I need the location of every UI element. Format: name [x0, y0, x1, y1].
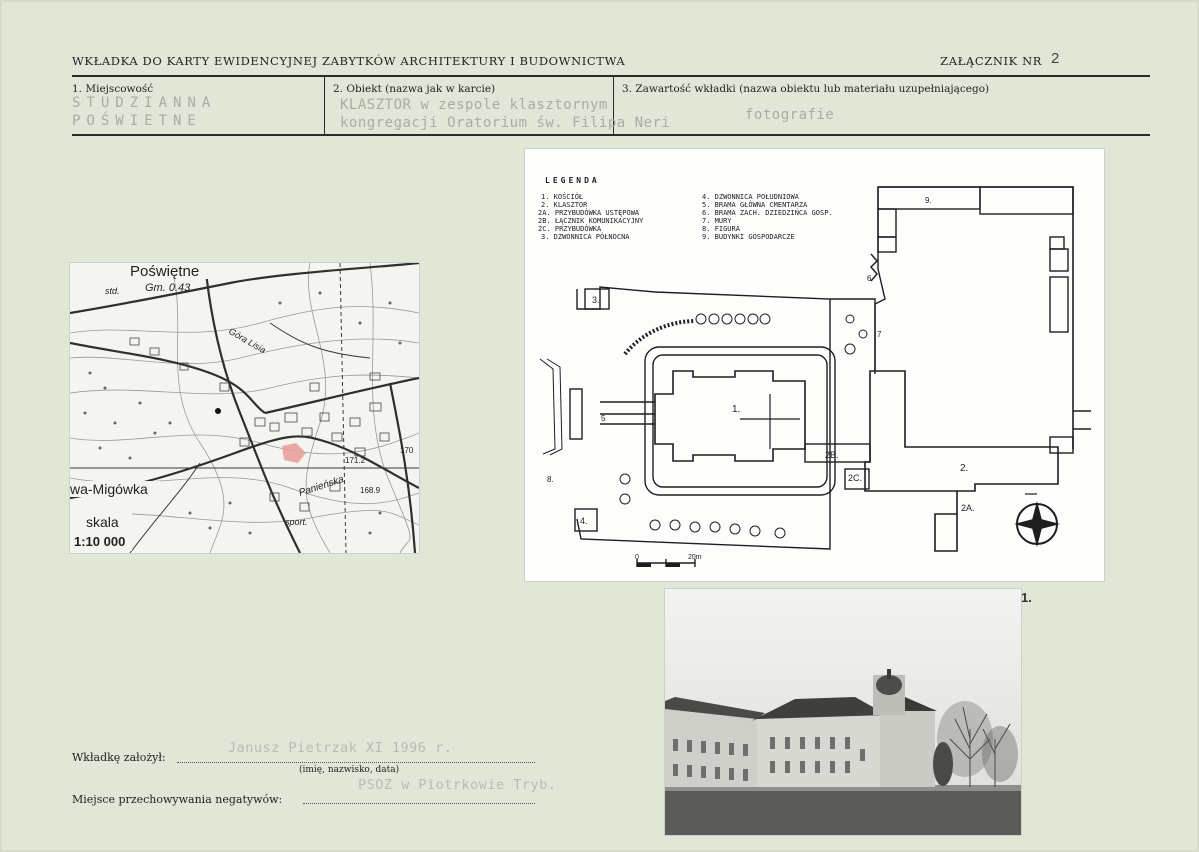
legend-item: 2C. PRZYBUDÓWKA: [538, 225, 602, 233]
map-scale-value: 1:10 000: [74, 534, 126, 549]
photo-number: 1.: [1021, 590, 1032, 605]
scale-end: 20m: [688, 554, 702, 561]
legend-item: 8. FIGURA: [702, 225, 740, 233]
founder-label: Wkładkę założył:: [72, 751, 166, 764]
object-line-2: kongregacji Oratorium św. Filipa Neri: [340, 115, 671, 131]
legend-title: LEGENDA: [545, 176, 600, 185]
content-label: 3. Zawartość wkładki (nazwa obiektu lub materiału uzupełniającego): [622, 83, 990, 95]
map-scale-label: skala: [86, 514, 119, 530]
location-map: [69, 262, 420, 554]
label-link-2b: 2B.: [825, 450, 839, 460]
label-annex-2c: 2C.: [848, 473, 863, 483]
locality-line-2: POŚWIETNE: [72, 113, 202, 129]
attachment-number: 2: [1051, 50, 1060, 67]
founder-line: [177, 762, 535, 763]
map-elevation-3: 168.9: [360, 486, 381, 495]
locality-line-1: STUDZIANNA: [72, 95, 217, 111]
map-sport-label: sport.: [285, 517, 308, 527]
label-belfry-south: 4.: [580, 516, 588, 526]
site-plan-drawing: [525, 149, 1104, 581]
legend-item: 9. BUDYNKI GOSPODARCZE: [702, 233, 795, 241]
legend-item: 2. KLASZTOR: [541, 201, 588, 209]
label-annex-2a: 2A.: [961, 503, 975, 513]
map-gm-label: Gm. 0.43: [145, 282, 191, 294]
label-monastery: 2.: [960, 463, 969, 474]
object-label: 2. Obiekt (nazwa jak w karcie): [333, 83, 496, 95]
field-divider-1: [324, 77, 325, 134]
founder-caption: (imię, nazwisko, data): [299, 765, 400, 775]
content-value: fotografie: [745, 107, 835, 123]
negatives-value: PSOZ w Piotrkowie Tryb.: [358, 777, 557, 793]
map-road-label-1: Góra Lisia: [227, 326, 268, 356]
location-map-drawing: [70, 263, 419, 553]
label-main-gate: 5: [601, 414, 606, 423]
map-elevation-1: 171.2: [345, 456, 366, 465]
map-std-label: std.: [105, 286, 120, 296]
fields-rule: [72, 134, 1150, 136]
legend-item: 3. DZWONNICA PÓŁNOCNA: [541, 233, 630, 241]
locality-label: 1. Miejscowość: [72, 83, 154, 95]
legend-item: 4. DZWONNICA POŁUDNIOWA: [702, 193, 799, 201]
legend-item: 7. MURY: [702, 217, 732, 225]
header-rule: [72, 75, 1150, 77]
object-line-1: KLASZTOR w zespole klasztornym: [340, 97, 608, 113]
negatives-line: [303, 803, 535, 804]
label-belfry-north: 3.: [592, 295, 600, 305]
label-west-gate: 6: [867, 274, 872, 283]
label-church: 1.: [732, 404, 741, 415]
map-road-label-2: Panieńska: [297, 473, 346, 499]
site-plan: [524, 148, 1105, 582]
legend-item: 1. KOŚCIÓŁ: [541, 193, 584, 201]
attachment-label: ZAŁĄCZNIK NR: [940, 54, 1042, 68]
photograph-image: [665, 589, 1021, 835]
label-figure: 8.: [547, 475, 554, 484]
scale-zero: 0: [635, 554, 639, 561]
legend-item: 2B. ŁĄCZNIK KOMUNIKACYJNY: [538, 217, 644, 225]
map-elevation-2: 170: [400, 446, 414, 455]
negatives-label: Miejsce przechowywania negatywów:: [72, 793, 283, 806]
map-place-name: Poświętne: [130, 263, 200, 280]
legend-item: 6. BRAMA ZACH. DZIEDZIŃCA GOSP.: [702, 209, 833, 217]
founder-value: Janusz Pietrzak XI 1996 r.: [228, 740, 453, 756]
label-farm-buildings: 9.: [925, 196, 932, 205]
map-village-name: wa-Migówka: [70, 481, 148, 497]
legend-item: 5. BRAMA GŁÓWNA CMENTARZA: [702, 201, 808, 209]
monastery-photograph: [664, 588, 1022, 836]
card-title: WKŁADKA DO KARTY EWIDENCYJNEJ ZABYTKÓW ARCHITEKTURY I BUDOWNICTWA: [72, 54, 626, 68]
label-walls: 7: [877, 330, 882, 339]
legend-item: 2A. PRZYBUDÓWKA USTĘPOWA: [538, 209, 640, 217]
